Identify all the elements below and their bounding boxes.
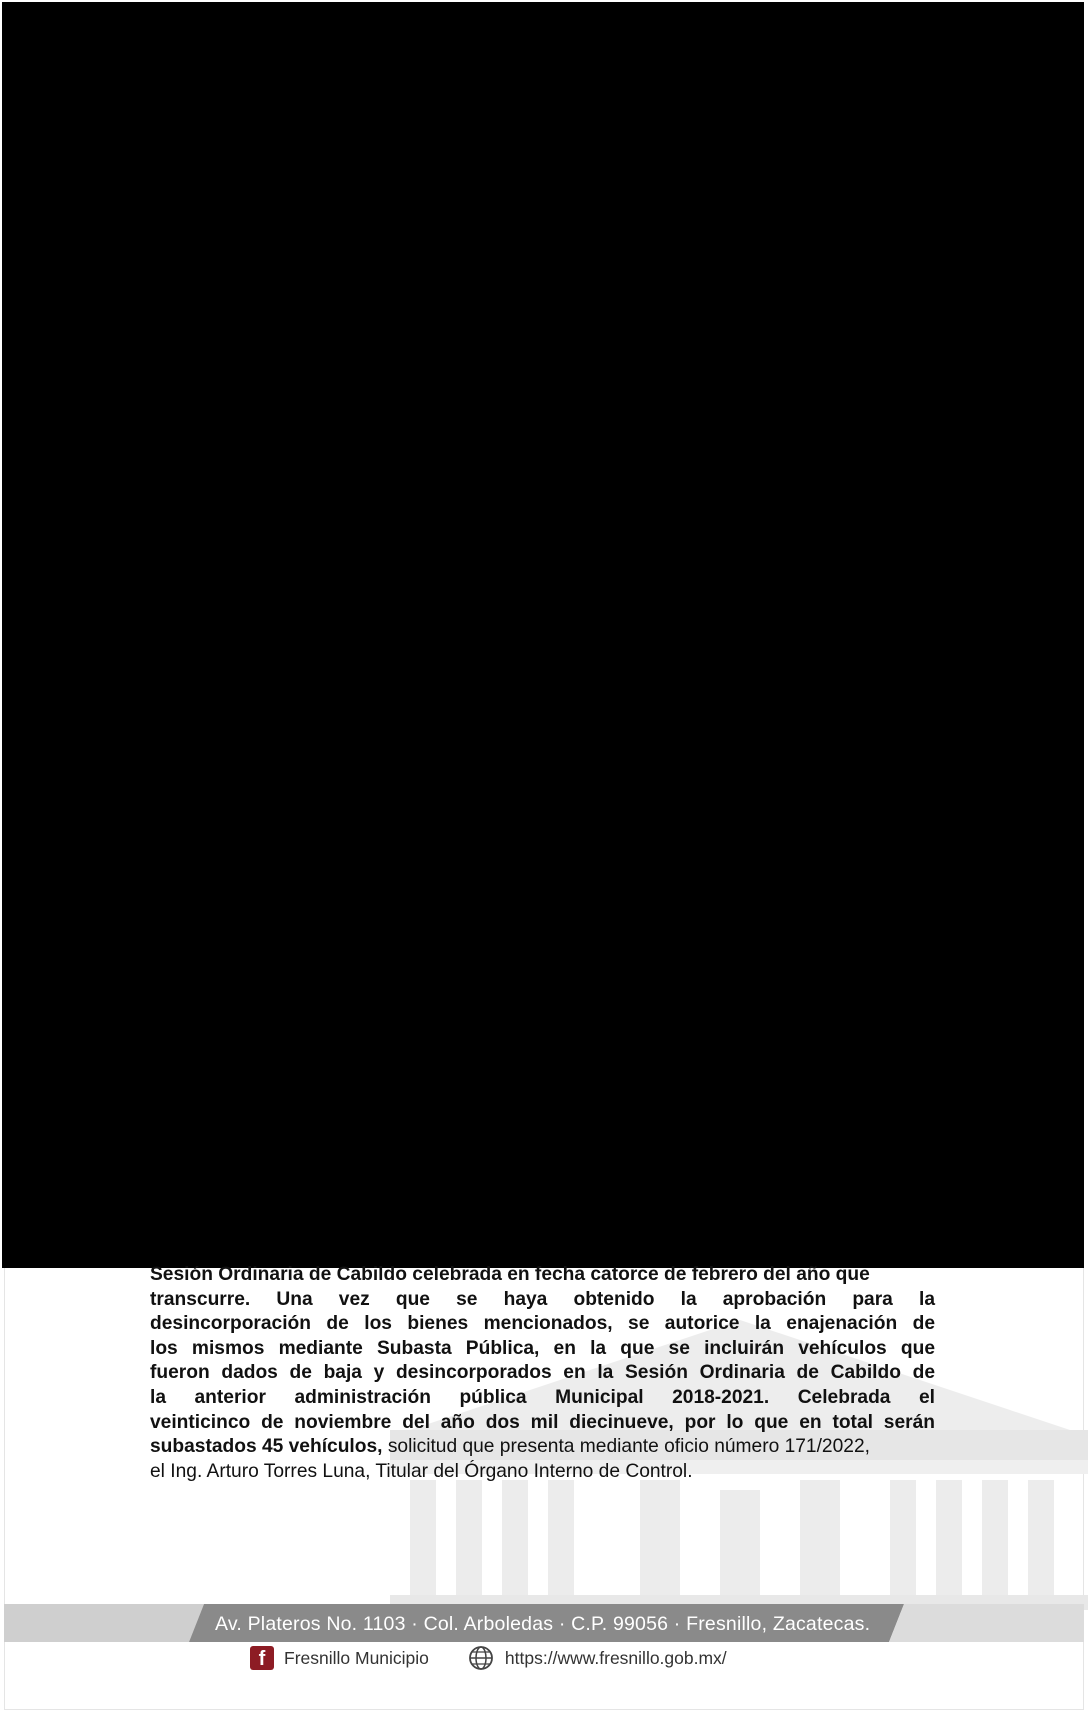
paragraph-line: el Ing. Arturo Torres Luna, Titular del Órgano Interno de Control.	[150, 1460, 693, 1482]
footer-address: Av. Plateros No. 1103 · Col. Arboledas · C.P. 99056 · Fresnillo, Zacatecas.	[215, 1613, 871, 1635]
facebook-link[interactable]: Fresnillo Municipio	[284, 1647, 429, 1668]
paragraph-line: la anterior administración pública Municipal 2018-2021. Celebrada el	[150, 1386, 935, 1408]
globe-icon[interactable]	[467, 1644, 495, 1672]
paragraph-line: subastados 45 vehículos, solicitud que presenta mediante oficio número 171/2022,	[150, 1436, 870, 1458]
paragraph-line: fueron dados de baja y desincorporados en la Sesión Ordinaria de Cabildo de	[150, 1362, 935, 1384]
paragraph-line: desincorporación de los bienes mencionados, se autorice la enajenación de	[150, 1313, 935, 1335]
paragraph-line: Sesión Ordinaria de Cabildo celebrada en fecha catorce de febrero del año que	[150, 1264, 870, 1285]
paragraph-line: transcurre. Una vez que se haya obtenido la aprobación para la	[150, 1288, 935, 1310]
body-paragraph	[150, 1263, 935, 1484]
redaction-block	[2, 2, 1084, 1268]
website-link[interactable]: https://www.fresnillo.gob.mx/	[504, 1647, 727, 1668]
paragraph-line: veinticinco de noviembre del año dos mil diecinueve, por lo que en total serán	[150, 1411, 935, 1433]
facebook-icon[interactable]: f	[250, 1646, 274, 1670]
paragraph-line: los mismos mediante Subasta Pública, en la que se incluirán vehículos que	[150, 1337, 935, 1359]
footer-links	[250, 1643, 727, 1673]
